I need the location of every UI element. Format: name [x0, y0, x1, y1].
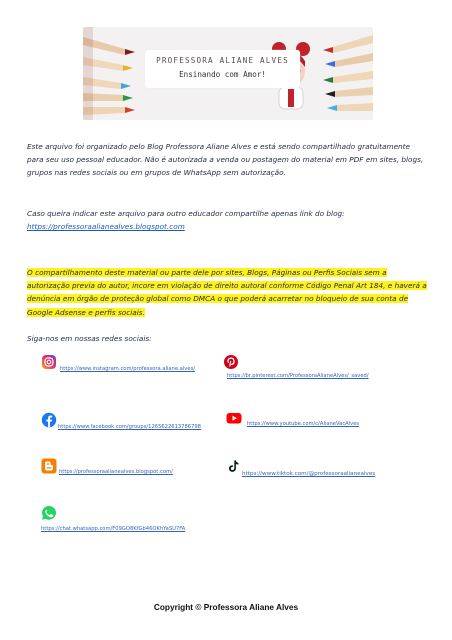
instagram-icon[interactable] — [41, 354, 57, 370]
banner-title-box — [145, 50, 300, 88]
blogger-link[interactable]: https://professoraalianealves.blogspot.com/ — [59, 469, 173, 475]
blogger-icon[interactable] — [41, 458, 57, 474]
youtube-link[interactable]: https://www.youtube.com/c/AlianeVacAlves — [247, 421, 360, 427]
whatsapp-link[interactable]: https://chat.whatsapp.com/F09GO8KfGb46OKhYaSU7FA — [41, 526, 186, 532]
pinterest-icon[interactable] — [223, 354, 239, 370]
warning-text: O compartilhamento deste material ou parte dele por sites, Blogs, Páginas ou Perfis Sociais sem a autorização previa do autor, incore em violação de direito autoral conforme Código Penal Art 184, e haverá a denúncia em órgão de proteção global como DMCA o que poderá acarretar no bloqueio de sua conta de Google Adsense e perfis sociais. — [27, 268, 427, 317]
indicate-paragraph — [27, 207, 427, 233]
intro-paragraph: Este arquivo foi organizado pelo Blog Professora Aliane Alves e está sendo compartilhado gratuitamente para seu uso pessoal educador. Não é autorizada a venda ou postagem do material em PDF em sites, blogs, grupos nas redes sociais ou em grupos de WhatsApp sem autorização. — [27, 142, 424, 178]
warning-paragraph — [27, 266, 427, 319]
header-banner — [83, 27, 373, 120]
facebook-icon[interactable] — [41, 412, 57, 428]
whatsapp-icon[interactable] — [41, 505, 57, 521]
pinterest-link[interactable]: https://br.pinterest.com/ProfessoraAlianeAlves/_saved/ — [227, 373, 369, 379]
facebook-link[interactable]: https://www.facebook.com/groups/126562261378679​8 — [58, 424, 201, 430]
tiktok-icon[interactable] — [225, 458, 241, 474]
follow-text: Siga-nos em nossas redes sociais: — [27, 334, 152, 343]
youtube-icon[interactable] — [226, 410, 242, 426]
tiktok-link[interactable]: https://www.tiktok.com/@professoraalianealves — [242, 471, 376, 477]
indicate-text: Caso queira indicar este arquivo para outro educador compartilhe apenas link do blog: — [27, 209, 345, 218]
instagram-link[interactable]: https://www.instagram.com/professora.aliane.alves/ — [60, 366, 196, 372]
banner-title: PROFESSORA ALIANE ALVES — [156, 56, 289, 65]
banner-subtitle: Ensinando com Amor! — [179, 70, 266, 79]
blog-link[interactable]: https://professoraalianealves.blogspot.com — [27, 222, 185, 232]
copyright-footer: Copyright © Professora Aliane Alves — [153, 602, 299, 612]
